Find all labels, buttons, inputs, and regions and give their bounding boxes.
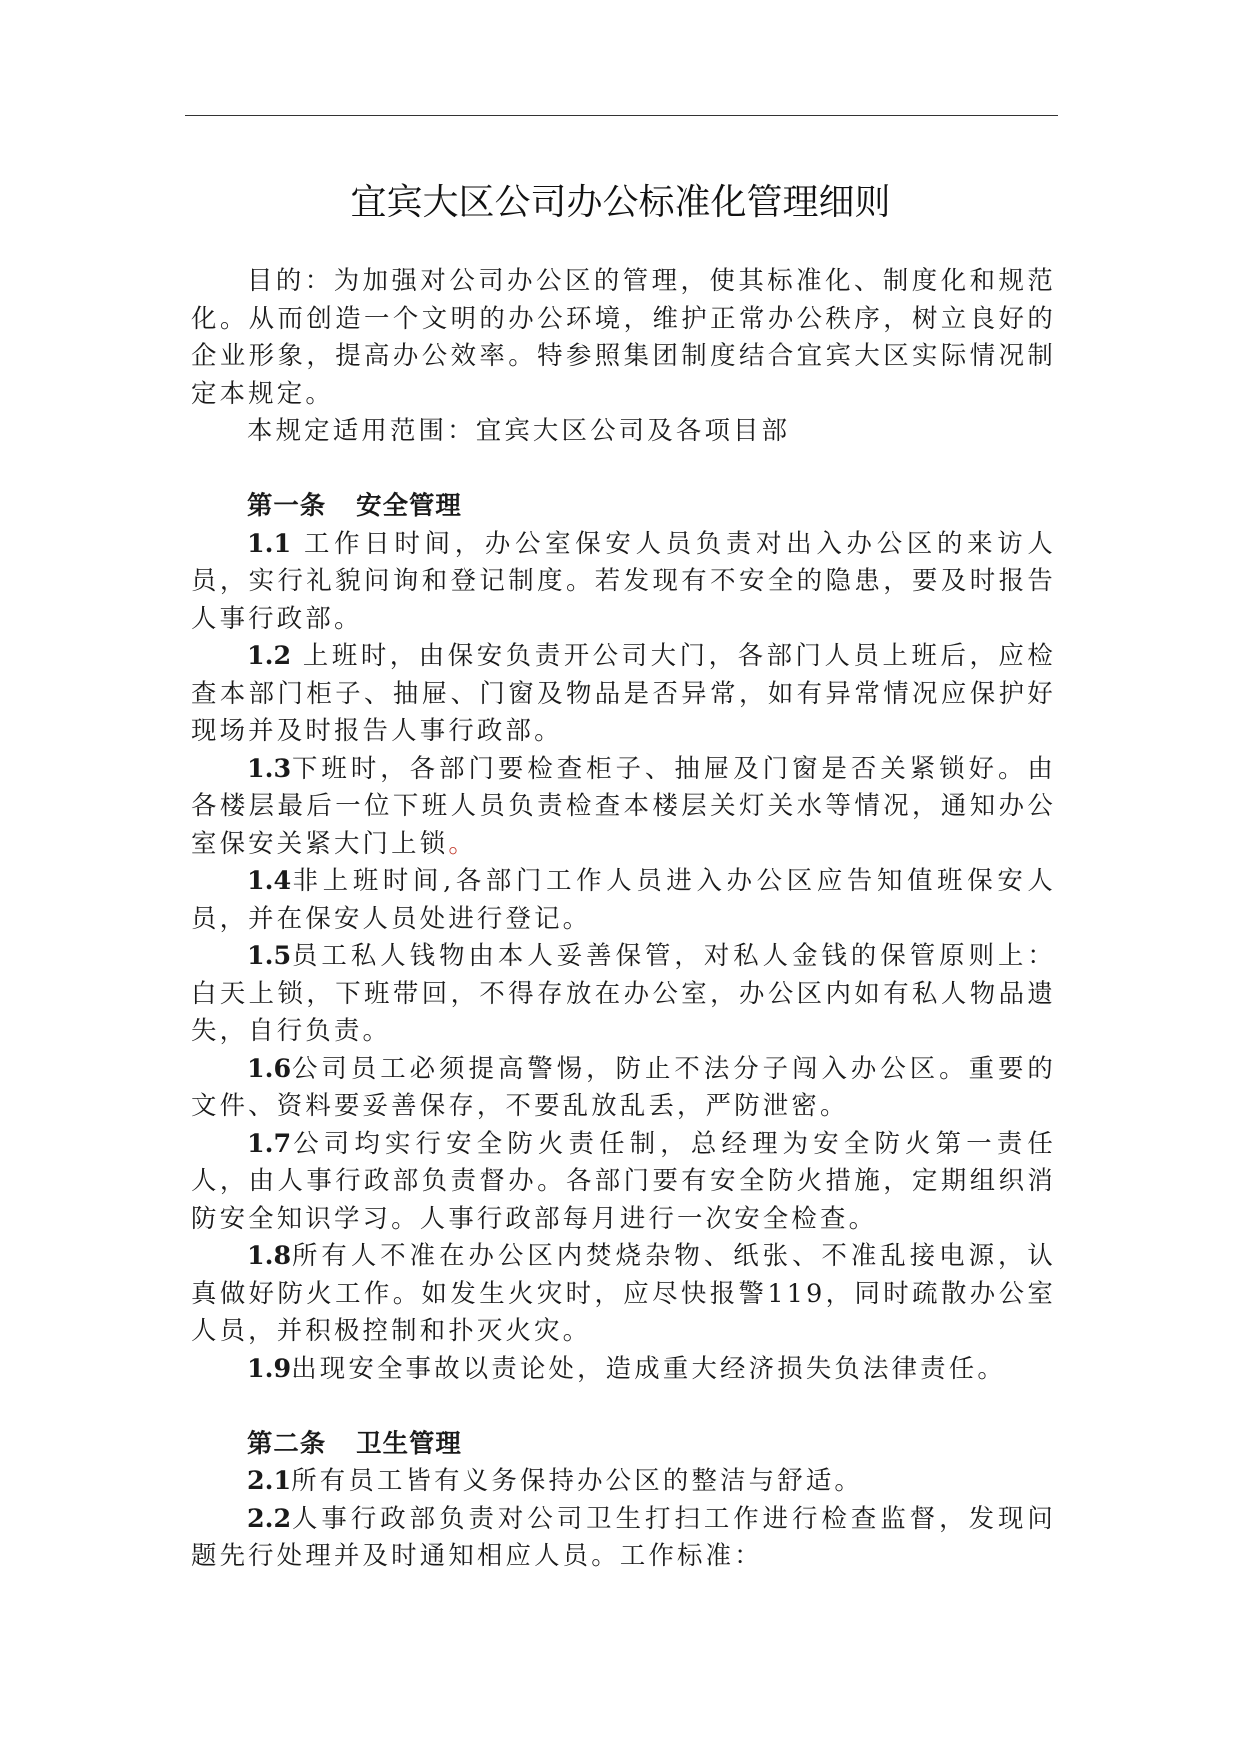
clause-1-7 — [191, 1125, 1056, 1238]
section-heading-hygiene — [191, 1425, 1056, 1463]
clause-number: 1.2 — [247, 640, 292, 670]
clause-text: 所有人不准在办公区内焚烧杂物、纸张、不准乱接电源，认真做好防火工作。如发生火灾时，应尽快报警119，同时疏散办公室人员，并积极控制和扑灭火灾。 — [191, 1240, 1056, 1345]
clause-number: 1.4 — [247, 865, 292, 895]
clause-text: 上班时，由保安负责开公司大门，各部门人员上班后，应检查本部门柜子、抽屉、门窗及物品是否异常，如有异常情况应保护好现场并及时报告人事行政部。 — [191, 640, 1056, 745]
clause-number: 1.1 — [247, 527, 292, 558]
document-title: 宜宾大区公司办公标准化管理细则 — [350, 182, 891, 223]
clause-text: 非上班时间,各部门工作人员进入办公区应告知值班保安人员，并在保安人员处进行登记。 — [191, 865, 1056, 933]
spacer — [191, 1387, 1056, 1425]
clause-text: 工作日时间，办公室保安人员负责对出入办公区的来访人员，实行礼貌问询和登记制度。若发现有不安全的隐患，要及时报告人事行政部。 — [191, 527, 1056, 633]
purpose-paragraph: 目的：为加强对公司办公区的管理，使其标准化、制度化和规范化。从而创造一个文明的办公环境，维护正常办公秩序，树立良好的企业形象，提高办公效率。特参照集团制度结合宜宾大区实际情况制定本规定。 — [191, 265, 1056, 408]
clause-number: 1.9 — [247, 1352, 292, 1383]
clause-text: 人事行政部负责对公司卫生打扫工作进行检查监督，发现问题先行处理并及时通知相应人员。工作标准： — [191, 1502, 1056, 1570]
clause-text: 公司员工必须提高警惕，防止不法分子闯入办公区。重要的文件、资料要妥善保存，不要乱放乱丢，严防泄密。 — [191, 1052, 1056, 1120]
clause-text: 出现安全事故以责论处，造成重大经济损失负法律责任。 — [291, 1352, 1006, 1383]
clause-number: 1.7 — [247, 1127, 292, 1158]
clause-1-6 — [191, 1050, 1056, 1125]
spacer — [191, 450, 1056, 488]
scope-paragraph: 本规定适用范围：宜宾大区公司及各项目部 — [247, 415, 791, 445]
clause-2-1 — [191, 1462, 1056, 1500]
clause-end-mark: 。 — [448, 827, 477, 858]
clause-text: 下班时，各部门要检查柜子、抽屉及门窗是否关紧锁好。由各楼层最后一位下班人员负责检查本楼层关灯关水等情况，通知办公室保安关紧大门上锁 — [191, 752, 1056, 858]
clause-1-4 — [191, 862, 1056, 937]
section-name: 卫生管理 — [356, 1427, 462, 1458]
clause-1-5 — [191, 937, 1056, 1050]
clause-1-9 — [191, 1350, 1056, 1388]
document-body — [191, 262, 1056, 1575]
section-number: 第二条 — [247, 1427, 327, 1458]
section-number: 第一条 — [247, 490, 327, 520]
clause-number: 1.5 — [247, 940, 292, 970]
clause-number: 2.1 — [247, 1465, 292, 1495]
clause-2-2 — [191, 1500, 1056, 1575]
clause-number: 2.2 — [247, 1502, 292, 1533]
clause-number: 1.8 — [247, 1240, 292, 1270]
clause-1-3 — [191, 750, 1056, 863]
clause-text: 公司均实行安全防火责任制，总经理为安全防火第一责任人，由人事行政部负责督办。各部门要有安全防火措施，定期组织消防安全知识学习。人事行政部每月进行一次安全检查。 — [191, 1127, 1056, 1233]
clause-text: 所有员工皆有义务保持办公区的整洁与舒适。 — [291, 1465, 863, 1495]
section-heading-safety — [191, 487, 1056, 525]
clause-1-1 — [191, 525, 1056, 638]
header-rule — [185, 115, 1058, 116]
clause-text: 员工私人钱物由本人妥善保管，对私人金钱的保管原则上：白天上锁，下班带回，不得存放在办公室，办公区内如有私人物品遗失，自行负责。 — [191, 940, 1056, 1045]
clause-number: 1.3 — [247, 752, 292, 783]
clause-number: 1.6 — [247, 1052, 292, 1083]
clause-1-8 — [191, 1237, 1056, 1350]
clause-1-2 — [191, 637, 1056, 750]
section-name: 安全管理 — [356, 490, 462, 520]
